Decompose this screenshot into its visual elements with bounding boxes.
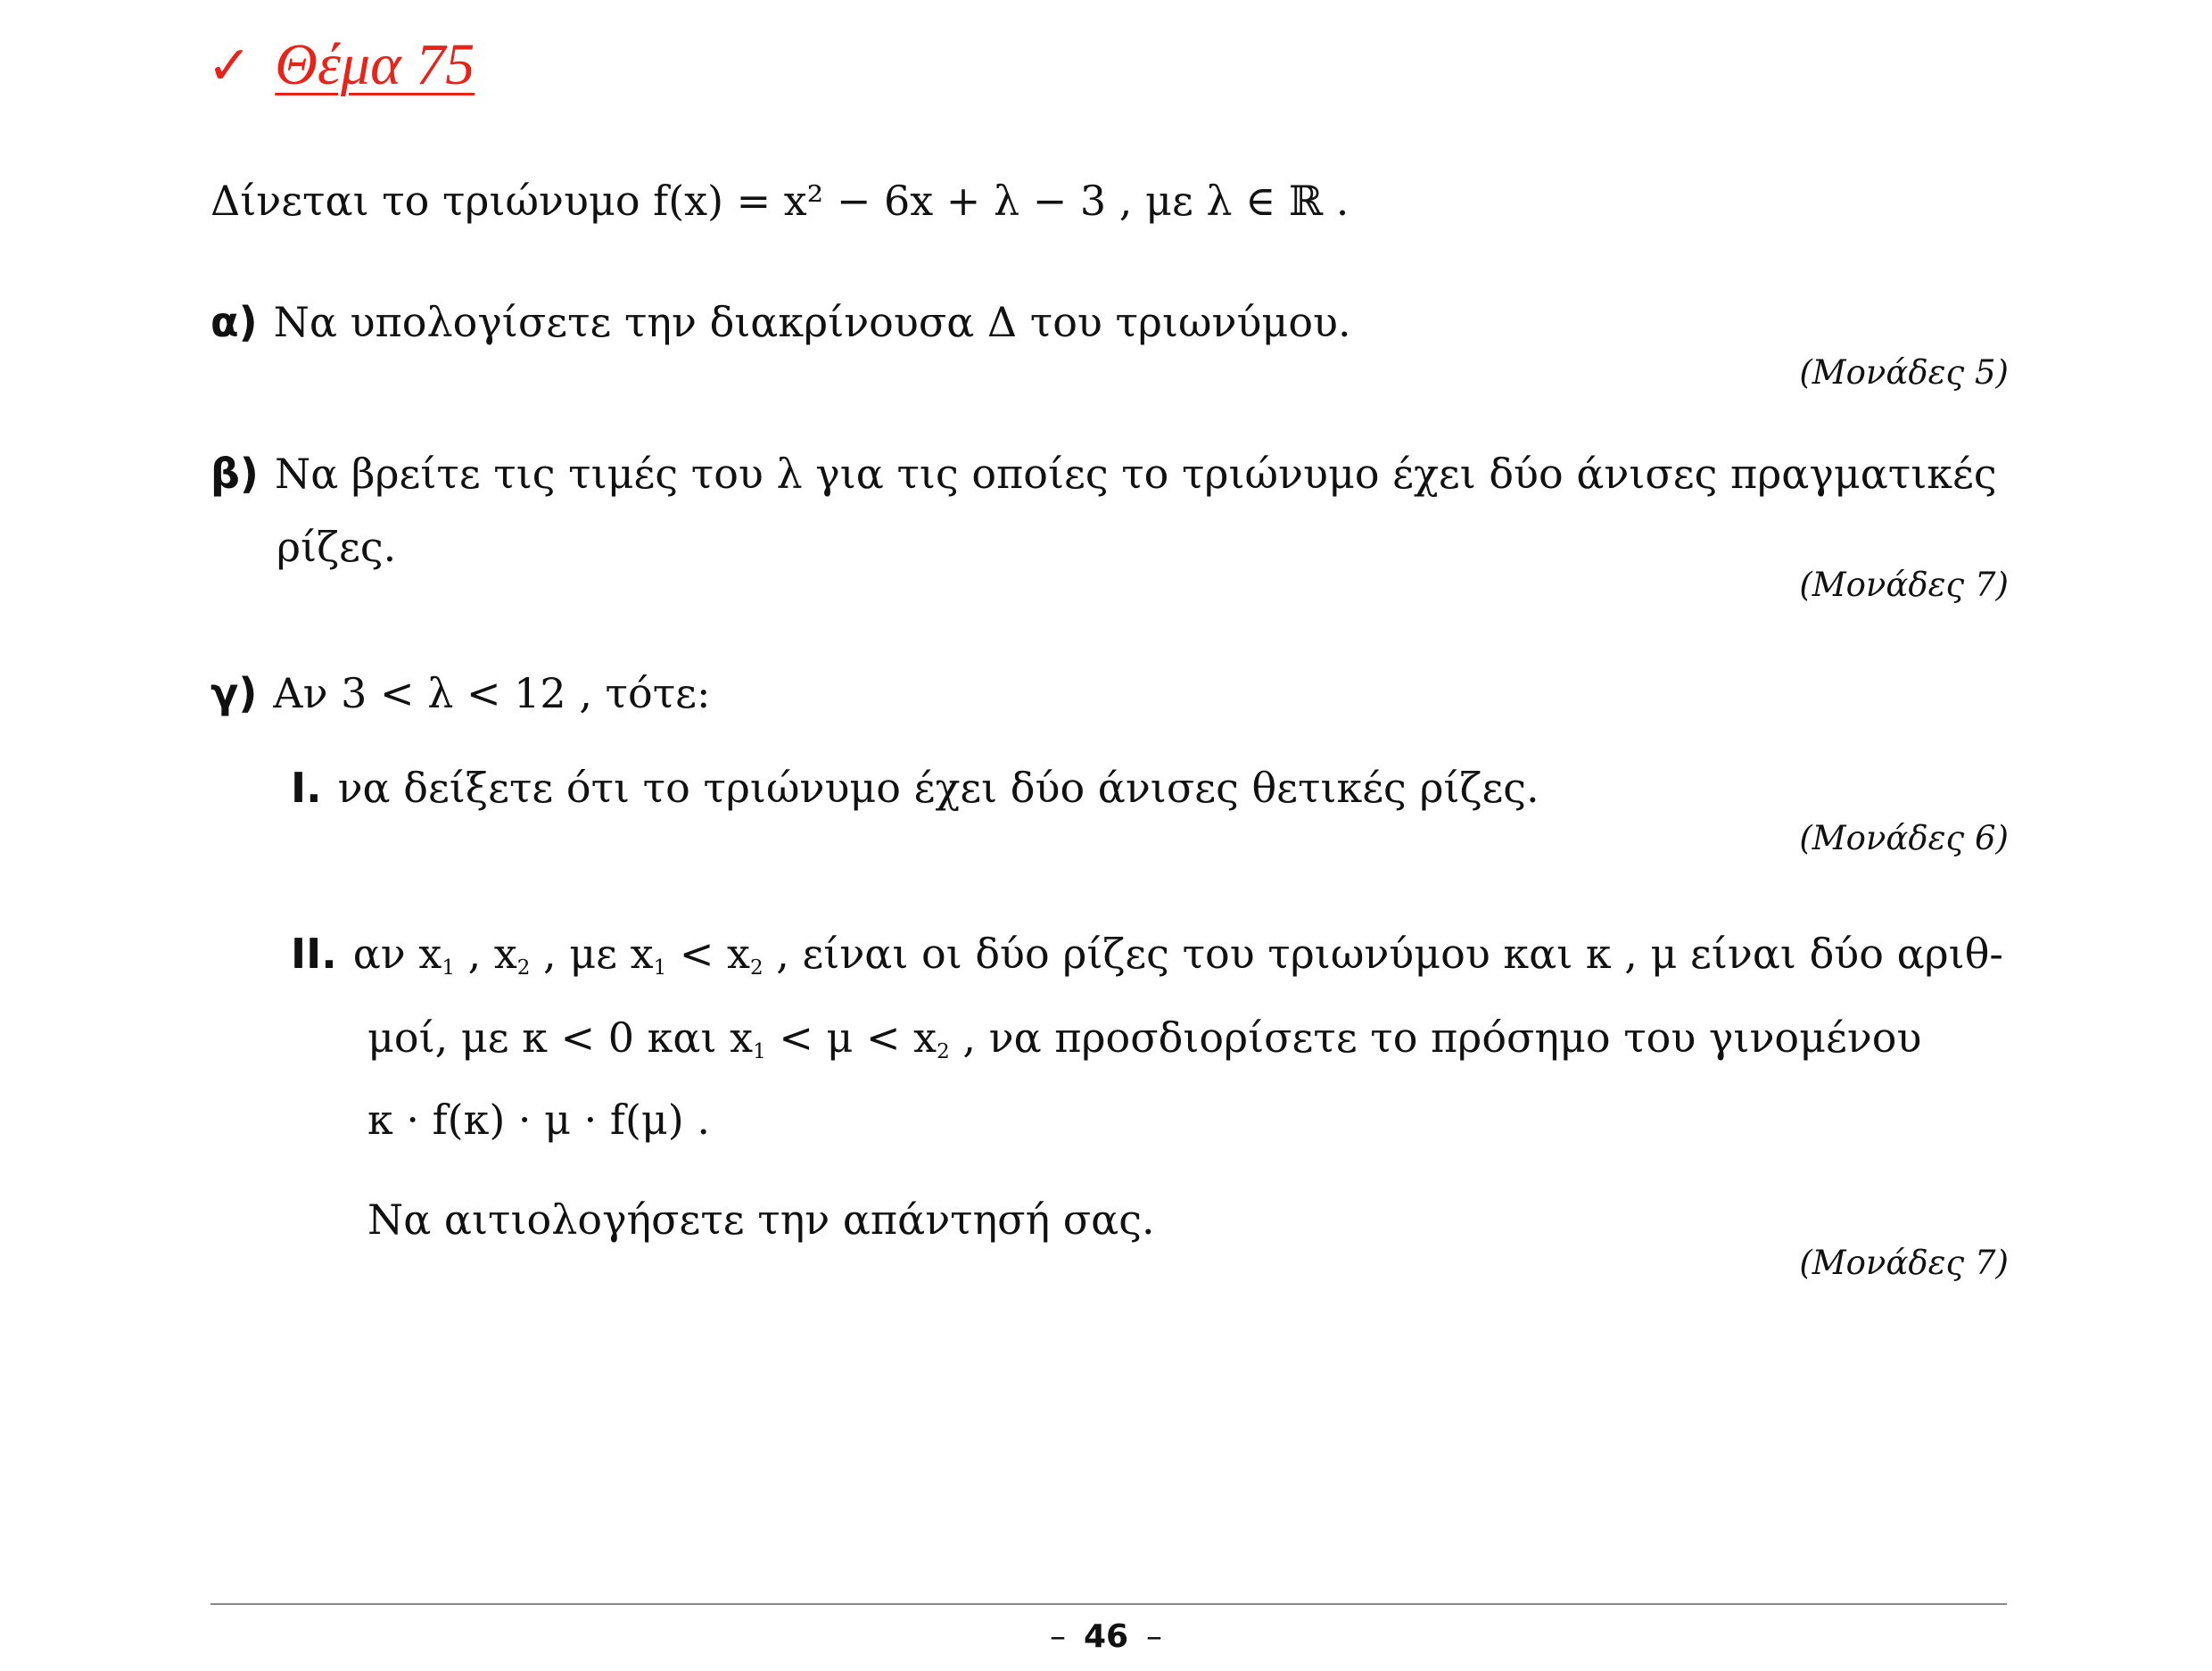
subpart-ii-l1-part: < x: [666, 930, 750, 978]
page-number-value: 46: [1083, 1618, 1129, 1655]
part-a-question: [210, 298, 1351, 347]
subpart-ii-line3: κ · f(κ) · μ · f(μ) .: [367, 1096, 710, 1144]
subpart-i-question: [291, 764, 1539, 813]
subpart-ii-l1-part: , με x: [530, 930, 654, 978]
subscript-index: 2: [937, 1039, 950, 1063]
part-c-label: γ): [210, 669, 258, 717]
page-dash-right: –: [1146, 1618, 1163, 1655]
subpart-ii-l2-part: , να προσδιορίσετε το πρόσημο του γινομένου: [949, 1013, 1922, 1062]
subscript-index: 2: [516, 955, 531, 980]
subpart-ii-l1-part: , είναι οι δύο ρίζες του τριωνύμου και κ , μ είναι δύο αριθ-: [763, 930, 2003, 978]
page-number: [0, 1618, 2212, 1655]
subscript-index: 2: [749, 955, 763, 980]
subpart-i-label: I.: [291, 764, 322, 812]
topic-title-text: Θέμα 75: [275, 32, 475, 97]
part-c-question: [210, 669, 710, 718]
subpart-ii-l2-part: μοί, με κ < 0 και x: [367, 1013, 754, 1062]
subpart-ii-line2: [367, 1013, 1921, 1064]
subscript-index: 1: [753, 1039, 766, 1063]
part-a-text: Να υπολογίσετε την διακρίνουσα Δ του τριωνύμου.: [273, 298, 1351, 346]
part-b-text-line1: Να βρείτε τις τιμές του λ για τις οποίες το τριώνυμο έχει δύο άνισες πραγματικές: [274, 450, 1997, 498]
part-b-question: [210, 450, 1997, 499]
part-b-text-line2: ρίζες.: [276, 523, 397, 571]
subpart-ii-line1: [291, 930, 2003, 980]
subscript-index: 1: [442, 955, 455, 980]
part-b-label: β): [210, 450, 259, 498]
subpart-ii-l1-part: αν x: [352, 930, 442, 978]
subpart-ii-marks: (Μονάδες 7): [1799, 1244, 2009, 1282]
topic-title: [207, 32, 475, 97]
subpart-ii-l1-part: , x: [454, 930, 517, 978]
part-a-label: α): [210, 298, 258, 346]
part-b-marks: (Μονάδες 7): [1799, 566, 2009, 604]
part-c-text: Αν 3 < λ < 12 , τότε:: [273, 669, 711, 717]
intro-statement: Δίνεται το τριώνυμο f(x) = x² − 6x + λ − 3 , με λ ∈ ℝ .: [210, 177, 1349, 225]
page-dash-left: –: [1049, 1618, 1066, 1655]
subpart-ii-line4: Να αιτιολογήσετε την απάντησή σας.: [367, 1195, 1155, 1244]
subpart-i-marks: (Μονάδες 6): [1799, 819, 2009, 857]
part-a-marks: (Μονάδες 5): [1799, 353, 2009, 392]
subscript-index: 1: [653, 955, 667, 980]
subpart-i-text: να δείξετε ότι το τριώνυμο έχει δύο άνισες θετικές ρίζες.: [337, 764, 1539, 812]
subpart-ii-label: II.: [291, 930, 337, 978]
checkmark-icon: ✓: [207, 35, 252, 97]
footer-divider: [210, 1603, 2007, 1605]
subpart-ii-l2-part: < μ < x: [765, 1013, 937, 1062]
